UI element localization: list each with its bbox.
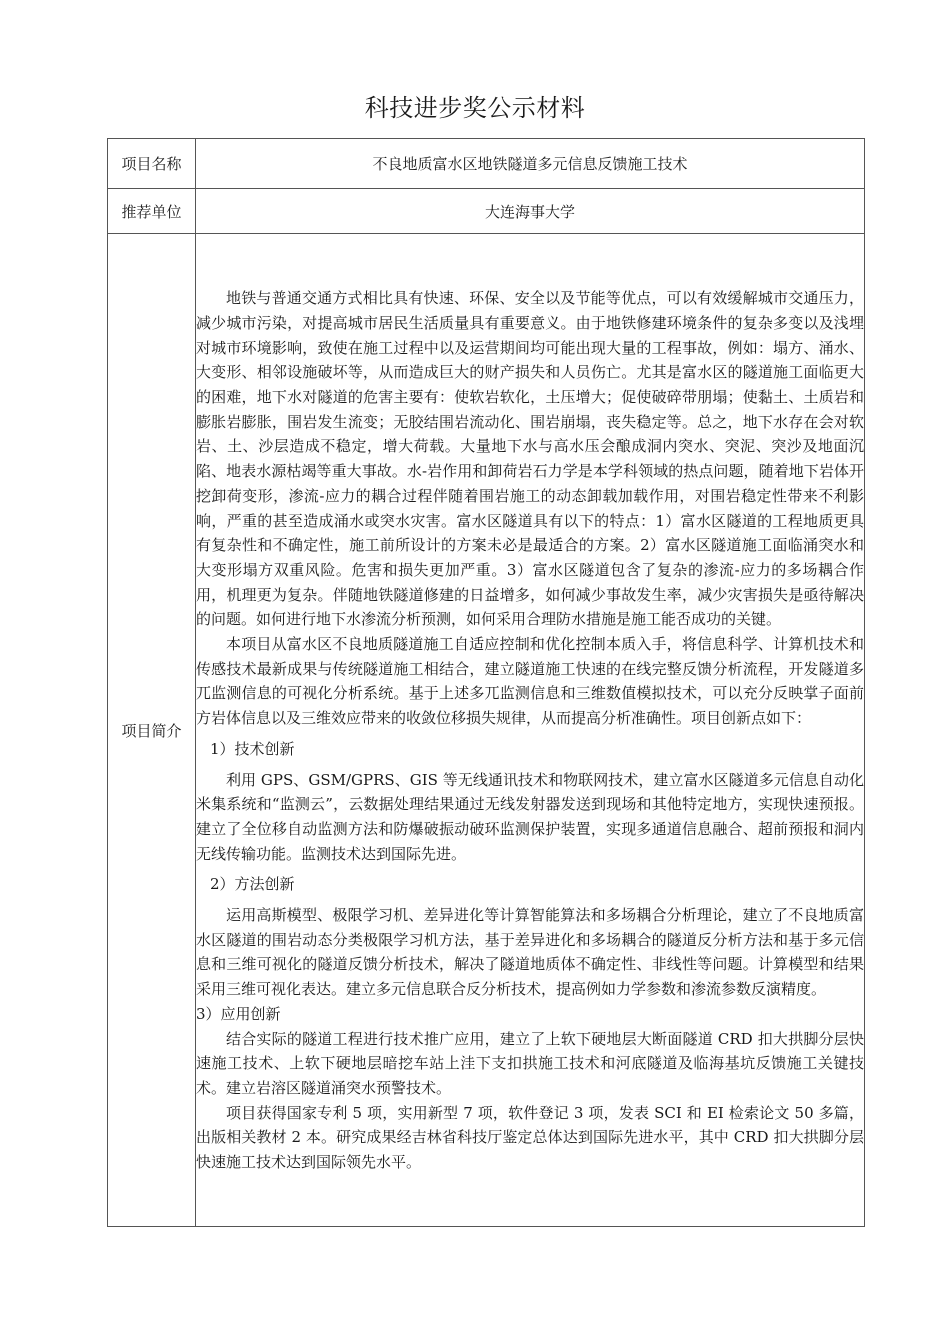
document-title: 科技进步奖公示材料 [364,94,586,122]
recommender-value: 大连海事大学 [196,189,865,234]
table-row-intro [108,234,865,1227]
heading-method-innovation: 2）方法创新 [210,875,295,894]
heading-application-innovation: 3）应用创新 [196,1004,281,1023]
heading-tech-innovation: 1）技术创新 [210,739,295,758]
intro-paragraph-achievements: 项目获得国家专利 5 项，实用新型 7 项，软件登记 3 项，发表 SCI 和 EI 检索论文 50 多篇，出版相关教材 2 本。研究成果经吉林省科技厅鉴定总体达到国际先进水平，其中 CRD 扣大拱脚分层快速施工技术达到国际领先水平。 [196,1103,864,1172]
intro-label: 项目简介 [108,234,196,1227]
intro-content-cell [196,234,865,1227]
table-row-project-name [108,139,865,189]
intro-paragraph-application: 结合实际的隧道工程进行技术推广应用，建立了上软下硬地层大断面隧道 CRD 扣大拱脚分层快速施工技术、上软下硬地层暗挖车站上洼下支扣拱施工技术和河底隧道及临海基坑反馈施工关键技术。建立岩溶区隧道涌突水预警技术。 [196,1029,864,1097]
table-row-recommender [108,189,865,234]
intro-paragraph-tech: 利用 GPS、GSM/GPRS、GIS 等无线通讯技术和物联网技术，建立富水区隧道多元信息自动化米集系统和“监测云”，云数据处理结果通过无线发射器发送到现场和其他特定地方，实现快速预报。建立了全位移自动监测方法和防爆破振动破环监测保护装置，实现多通道信息融合、超前预报和洞内无线传输功能。监测技术达到国际先进。 [196,770,864,863]
intro-paragraph-approach: 本项目从富水区不良地质隧道施工自适应控制和优化控制本质入手，将信息科学、计算机技术和传感技术最新成果与传统隧道施工相结合，建立隧道施工快速的在线完整反馈分析流程，开发隧道多兀监测信息的可视化分析系统。基于上述多兀监测信息和三维数值模拟技术，可以充分反映掌子面前方岩体信息以及三维效应带来的收敛位移损失规律，从而提高分析准确性。项目创新点如下： [196,635,864,728]
project-name-label: 项目名称 [108,139,196,189]
intro-paragraph-method: 运用高斯模型、极限学习机、差异进化等计算智能算法和多场耦合分析理论，建立了不良地质富水区隧道的围岩动态分类极限学习机方法，基于差异进化和多场耦合的隧道反分析方法和基于多元信息和三维可视化的隧道反馈分析技术，解决了隧道地质体不确定性、非线性等问题。计算模型和结果采用三维可视化表达。建立多元信息联合反分析技术，提高例如力学参数和渗流参数反演精度。 [196,906,864,999]
project-name-value: 不良地质富水区地铁隧道多元信息反馈施工技术 [196,139,865,189]
info-table [107,138,865,1227]
intro-paragraph-background: 地铁与普通交通方式相比具有快速、环保、安全以及节能等优点，可以有效缓解城市交通压力，减少城市污染，对提高城市居民生活质量具有重要意义。由于地铁修建环境条件的复杂多变以及浅埋对城市环境影响，致使在施工过程中以及运营期间均可能出现大量的工程事故，例如：塌方、涌水、大变形、相邻设施破坏等，从而造成巨大的财产损失和人员伤亡。尤其是富水区的隧道施工面临更大的困难，地下水对隧道的危害主要有：使软岩软化，土压增大；促使破碎带朋塌；使黏土、土质岩和膨胀岩膨胀，围岩发生流变；无胶结围岩流动化、围岩崩塌，丧失稳定等。总之，地下水存在会对软岩、土、沙层造成不稳定，增大荷载。大量地下水与高水压会酿成洞内突水、突泥、突沙及地面沉陷、地表水源枯竭等重大事故。水-岩作用和卸荷岩石力学是本学科领域的热点问题，随着地下岩体开挖卸荷变形，渗流-应力的耦合过程伴随着围岩施工的动态卸载加载作用，对围岩稳定性带来不利影响，严重的甚至造成涌水或突水灾害。富水区隧道具有以下的特点：1）富水区隧道的工程地质更具有复杂性和不确定性，施工前所设计的方案未必是最适合的方案。2）富水区隧道施工面临涌突水和大变形塌方双重风险。危害和损失更加严重。3）富水区隧道包含了复杂的渗流-应力的多场耦合作用，机理更为复杂。伴随地铁隧道修建的日益增多，如何减少事故发生率，减少灾害损失是亟待解决的问题。如何进行地下水渗流分析预测，如何采用合理防水措施是施工能否成功的关键。 [196,289,864,629]
intro-content [196,285,864,1175]
recommender-label: 推荐单位 [108,189,196,234]
